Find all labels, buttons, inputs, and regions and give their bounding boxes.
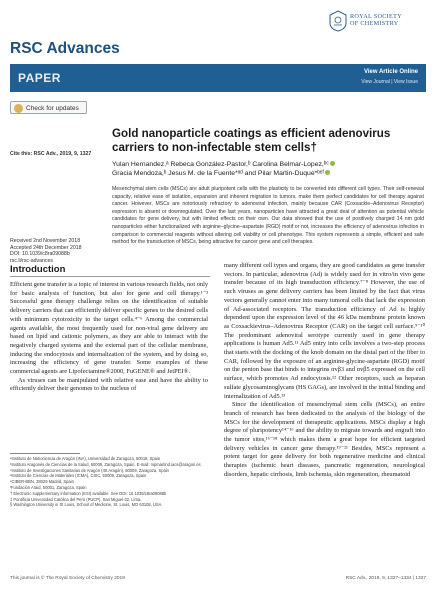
footnote: ᵈInstituto de Ciencias de Materiales (ICMA), CSIC, 50009, Zaragoza, Spain: [10, 473, 147, 479]
crossmark-icon: [14, 104, 23, 113]
authors-line1: Yulan Hernandez,ᵃ Rebeca González-Pastor,ᵇ Carolina Belmar-Lopez,ᵇᶜ: [112, 161, 329, 168]
copyright-notice: This journal is © The Royal Society of Chemistry 2019: [10, 576, 125, 581]
publisher-name-line1: ROYAL SOCIETY: [350, 13, 402, 20]
article-type: PAPER: [18, 71, 61, 85]
abstract: Mesenchymal stem cells (MSCs) are adult pluripotent cells with the plasticity to be converted into different cell types. Their self-renewal capacity, relative ease of isolation, expansion and inherent migration to tumors, make them perfect candidates for cell therapy against cancer. However, MSCs are notoriously refractory to adenoviral infection, mainly because CAR (Coxsackie–Adenovirus Receptor) expression is absent or downregulated. Over the last years, nanoparticles have attracted a great deal of attention as potential vehicle candidates for gene delivery, but with limited effects on their own. Our data showed that the use of positively charged 14 nm gold nanoparticles either functionalized with arginine–glycine–aspartate (RGD) motif or not, increases the efficiency of adenovirus infection in comparison to commercial reagents without altering cell viability or cell phenotype. This system represents a simple, efficient and safe method for the transduction of MSCs, being attractive for cancer gene and cell therapies.: [112, 186, 424, 246]
right-column: [224, 262, 425, 480]
footnote-divider: [10, 453, 80, 454]
citation: Cite this: RSC Adv., 2019, 9, 1327: [10, 151, 92, 157]
rsc-crest-icon: [328, 10, 348, 32]
body-paragraph-2: Since the identification of mesenchymal stem cells (MSCs), an entire branch of research has been dedicated to the analysis of the biology of the MSCs for the development of therapeutic applications. MSCs display a high degree of pluripotency¹⁴⁻¹⁶ and the ability to migrate towards and engraft into the tumor sites,¹⁶⁻¹⁸ which makes them a great hope for efficient targeted delivery vehicles in cancer gene therapy.¹⁹⁻²¹ Besides, MSCs represent a potent target for gene delivery for both regenerative medicine and clinical therapies (ischemic heart diseases, pancreatic regeneration, neurological disorders, hepatic cirrhosis, limb ischemia, skin regeneration, rheumatoid: [224, 401, 425, 478]
doi-link[interactable]: DOI: 10.1039/c8ra09088b: [10, 251, 70, 257]
check-for-updates-label: Check for updates: [26, 104, 79, 112]
journal-name[interactable]: RSC Advances: [10, 40, 120, 57]
publisher-name-line2: OF CHEMISTRY: [350, 20, 399, 27]
body-paragraph-1: many different cell types and organs, they are good candidates as gene transfer vectors. In particular, adenovirus (Ad) is widely used for in vitro/in vivo gene transfer because of its high transduction efficiency.⁷⁻⁸ However, the use of such viruses as gene delivery carriers has been limited by the fact that virus vectors generally cannot enter into many tumoral cells that lack the expression of Ad-associated receptors. The transduction efficiency of Ad is highly dependent upon the expression level of the 46 kDa membrane protein known as Coxsackievirus–Adenovirus Receptor (CAR) on the target cell surface.⁹⁻¹⁰ The predominant adenoviral serotype currently used in gene therapy applications is human Ad5.¹¹ Ad5 entry into cells involves a two-step process that starts with the docking of the knob domain on the distal part of the fiber to CAR, followed by the exposure of an arginine-glycine-aspartate (RGD) motif on the penton base that binds to integrins αvβ3 and αvβ5 expressed on the cell surface, which promotes Ad endocytosis.¹² Other receptors, such as heparan sulfate glycosaminoglycans (HS GAGs), are involved in the initial binding and internalization of Ad5.¹³: [224, 262, 425, 400]
intro-paragraph-1: Efficient gene transfer is a topic of interest in various research fields, not only for basic analysis of function, but also for gene and cell therapy.¹⁻³ Successful gene therapy challenge relies on the identification of suitable delivery carriers that can efficiently deliver specific genes to the desired cells with minimum cytotoxicity to the target cells.⁴⁻⁶ Among the commercial agents available, the most frequently used for non-viral gene delivery are based on lipid and cationic polymers, as they are able to interact with the negatively charged systems and the external part of the cellular membrane, inducing the endocytosis and internalization of the system, and by doing so, increasing the efficiency of gene transfer. Some examples of these commercial agents are Lipofectamine®2000, FuGENE® and JetPEI®.: [10, 281, 208, 376]
affiliations-footnotes: [10, 456, 210, 508]
section-divider: [10, 276, 210, 277]
received-date: Received 2nd November 2018: [10, 238, 81, 244]
footnote: † Electronic supplementary information (ESI) available. See DOI: 10.1039/c8ra09088b: [10, 490, 167, 496]
footnote: ᵇInstituto Aragonés de Ciencias de la Salud, 50009, Zaragoza, Spain. E-mail: mpmartind.iacs@aragon.es: [10, 461, 201, 467]
accepted-date: Accepted 24th December 2018: [10, 245, 82, 251]
orcid-icon[interactable]: [330, 161, 335, 166]
page-citation: RSC Adv., 2019, 9, 1327–1334 | 1327: [345, 576, 426, 581]
view-article-online-link[interactable]: View Article Online: [363, 69, 418, 75]
footnote: ᵃInstituto de Nanociencia de Aragón (INA), Universidad de Zaragoza, 50018, Spain: [10, 456, 161, 461]
footnote: § Washington University in St Louis, School of Medicine, St. Louis, MO 63108, USA.: [10, 502, 163, 508]
journal-url[interactable]: rsc.li/rsc-advances: [10, 257, 53, 264]
footnote: ᶠFundación Araid, 50001, Zaragoza, Spain: [10, 484, 87, 490]
publisher-logo: [328, 10, 412, 32]
author-list: [112, 161, 422, 179]
article-type-band: [10, 64, 426, 92]
authors-line2: Gracia Mendoza,ᵇ Jesus M. de la Fuente*ᵃᵈ and Pilar Martin-Duque*ᵇᵉᶠ: [112, 169, 324, 177]
left-column: [10, 281, 208, 394]
footnote: ᵉCIBER-BBN, 28029 Madrid, Spain: [10, 479, 74, 485]
article-title: Gold nanoparticle coatings as efficient adenovirus carriers to non-infectable stem cells†: [112, 127, 391, 154]
intro-paragraph-2: As viruses can be manipulated with relative ease and have the ability to efficiently deliver their genomes to the nucleus of: [10, 376, 208, 393]
orcid-icon[interactable]: [325, 170, 330, 175]
footnote: ᶜInstituto de Investigaciones Sanitarias de Aragón (IIS Aragón), 50009, Zaragoza, Spain: [10, 467, 169, 473]
check-for-updates-button[interactable]: [10, 101, 87, 114]
section-heading-introduction: Introduction: [10, 264, 66, 275]
view-journal-issue-link[interactable]: View Journal | View Issue: [361, 79, 418, 85]
footnote: ‡ Pontificia Universidad Católica del Perú (PUCP), San Miguel-32, Lima.: [10, 496, 142, 502]
